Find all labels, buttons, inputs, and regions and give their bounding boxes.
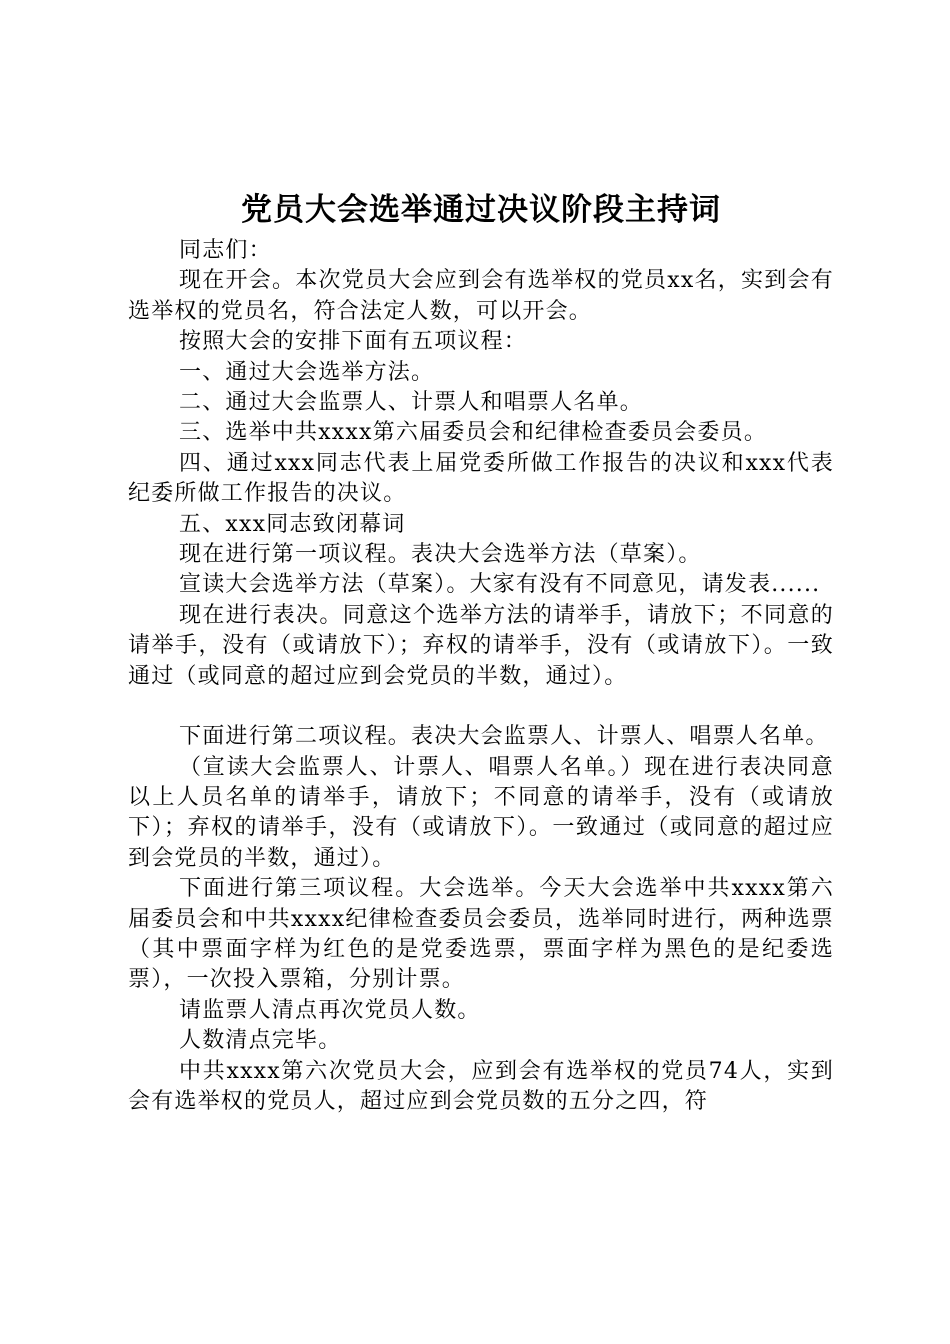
document-page [128,186,834,1117]
agenda-item-3: 三、选举中共xxxx第六届委员会和纪律检查委员会委员。 [179,420,768,446]
agenda-item-4: 四、通过xxx同志代表上届党委所做工作报告的决议和xxx代表纪委所做工作报告的决议。 [128,450,834,507]
paragraph-count-done: 人数清点完毕。 [179,1028,342,1054]
paragraph-first-item: 现在进行第一项议程。表决大会选举方法（草案）。 [179,542,702,568]
agenda-item-1: 一、通过大会选举方法。 [179,359,435,385]
paragraph-vote-method: 现在进行表决。同意这个选举方法的请举手，请放下；不同意的请举手，没有（或请放下）；弃权的请举手，没有（或请放下）。一致通过（或同意的超过应到会党员的半数，通过）。 [128,602,834,689]
agenda-item-2: 二、通过大会监票人、计票人和唱票人名单。 [179,390,644,416]
paragraph-read-method: 宣读大会选举方法（草案）。大家有没有不同意见，请发表...... [179,572,821,598]
paragraph-count-request: 请监票人清点再次党员人数。 [179,997,481,1023]
paragraph-agenda-intro: 按照大会的安排下面有五项议程： [179,329,528,355]
paragraph-attendance: 中共xxxx第六次党员大会，应到会有选举权的党员74人，实到会有选举权的党员人，超过应到会党员数的五分之四，符 [128,1058,834,1114]
agenda-item-5: 五、xxx同志致闭幕词 [179,511,406,537]
paragraph-vote-tellers: （宣读大会监票人、计票人、唱票人名单。）现在进行表决同意以上人员名单的请举手，请放下；不同意的请举手，没有（或请放下）；弃权的请举手，没有（或请放下）。一致通过（或同意的超过应到会党员的半数，通过）。 [128,754,834,871]
paragraph-opening: 现在开会。本次党员大会应到会有选举权的党员xx名，实到会有选举权的党员名，符合法定人数，可以开会。 [128,268,834,324]
paragraph-second-item: 下面进行第二项议程。表决大会监票人、计票人、唱票人名单。 [179,724,829,750]
document-title: 党员大会选举通过决议阶段主持词 [241,192,721,228]
paragraph-third-item: 下面进行第三项议程。大会选举。今天大会选举中共xxxx第六届委员会和中共xxxx纪律检查委员会委员，选举同时进行，两种选票（其中票面字样为红色的是党委选票，票面字样为黑色的是纪委选票），一次投入票箱，分别计票。 [128,876,834,993]
blank-line [128,692,834,722]
paragraph-salutation: 同志们： [179,238,272,263]
